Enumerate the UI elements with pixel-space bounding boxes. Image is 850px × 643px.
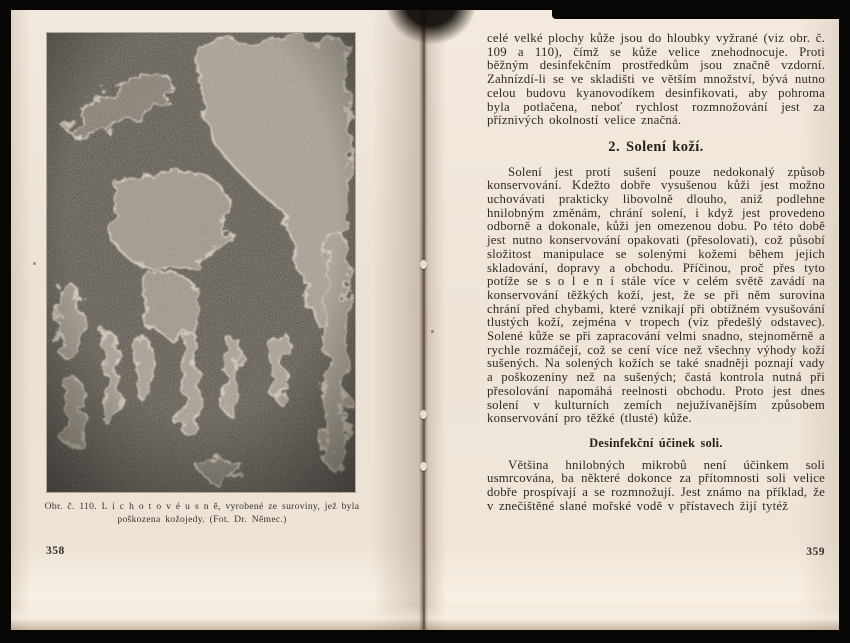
paragraph-disinfect: Většina hnilobných mikrobů není účinkem soli usmrcována, ba některé dokonce za přítomnosti soli velice dobře prospívají a se rozmnožují. Jest známo na příklad, že v znečištěné slané mořské vodě v přístavech žijí tytéž (487, 457, 825, 513)
scan-frame-top-right (552, 0, 850, 19)
caption-line-2: poškozena kožojedy. (Fot. Dr. Němec.) (117, 514, 287, 525)
scan-frame-left (0, 0, 11, 643)
right-page (421, 10, 839, 630)
section-heading: 2. Solení koží. (608, 138, 704, 155)
scan-speck (33, 262, 36, 265)
scan-frame-bottom (0, 630, 850, 643)
spine-stitch (420, 410, 427, 419)
left-page (11, 10, 421, 630)
page-number-right: 359 (806, 546, 825, 558)
scan-speck (431, 330, 434, 333)
subsection-heading: Desinfekční účinek soli. (589, 435, 723, 450)
leather-photo-image (47, 33, 355, 492)
paragraph-continuation: celé velké plochy kůže jsou do hloubky vyžrané (viz obr. č. 109 a 110), čímž se kůže velice znehodnocuje. Proti běžným desinfekčním prostředkům jsou značně vzdorní. Zahnízdí-li se ve skladišti ve větším množství, bývá nutno celou budovu kyanovodíkem desinfikovati, aby pohroma byla potlačena, neboť rychlost rozmnožování jest za příznivých okolností velice značná. (487, 31, 825, 128)
text-column (487, 32, 825, 514)
figure-caption (35, 500, 369, 526)
scan-frame-right (839, 0, 850, 643)
page-number-left: 358 (46, 545, 65, 557)
book-spine-gutter (419, 10, 428, 630)
figure-photo (47, 33, 355, 492)
spine-stitch (420, 260, 427, 269)
paragraph-salting: Solení jest proti sušení pouze nedokonalý způsob konservování. Kdežto dobře vysušenou kůži jest možno uchovávati prakticky libovolně dlouho, aniž podlehne hnilobným změnám, chrání solení, i když jest provedeno odborně a dokonale, kůži jen omezenou dobu. Po této době jest nutno konservování opakovati (přesolovati), což působí složitost manipulace se solenými kožemi během jejich skladování, dopravy a obchodu. Příčinou, proč přes tyto potíže se s o l e n í stále více v celém světě zavádí na konservování těžkých koží, jest, že se při něm surovina chrání před chybami, které vznikají při obtížném vysušování tlustých koží, zejména v tropech (viz předešlý odstavec). Solené kůže se při zapracování velmi snadno, stejnoměrně a rychle rozmáčejí, což se cení více než všechny výhody koží sušených. Na solených kožích se také snadněji poznají vady a poškozeniny než na sušených; častá kontrola nutná při přesolování napomáhá reelnosti obchodu. Proto jest dnes solení v kulturních zemích nejužívanějším způsobem konservování pro těžké (tlusté) kůže. (487, 164, 825, 426)
spine-stitch (420, 462, 427, 471)
caption-line-1: Obr. č. 110. L í c h o t o v é u s n ě, vyrobené ze suroviny, jež byla (44, 501, 360, 512)
